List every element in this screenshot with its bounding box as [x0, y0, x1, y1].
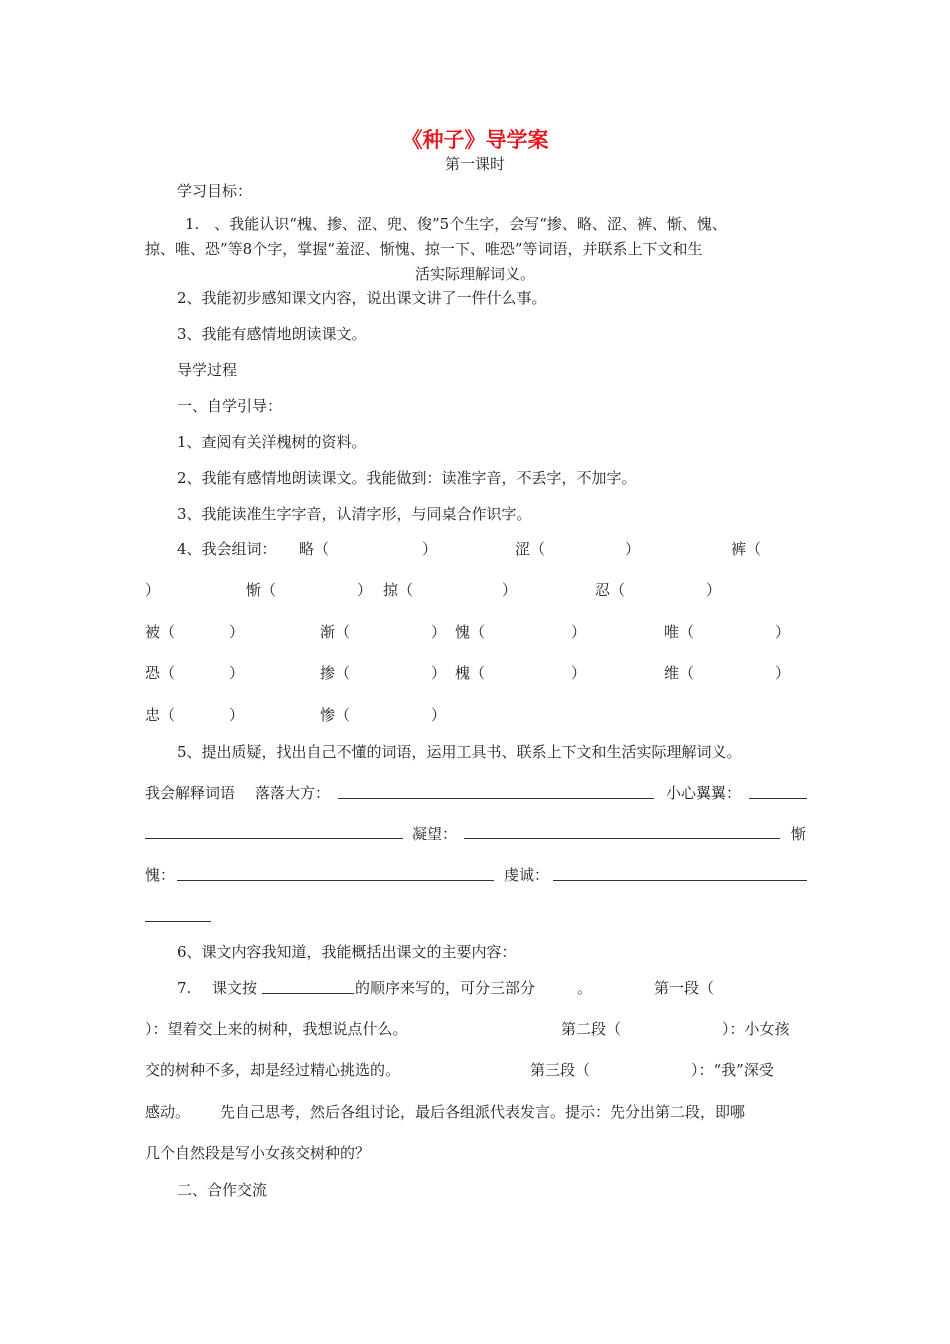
word-ren: 忍（: [595, 581, 626, 599]
section-2-heading: 二、合作交流: [177, 1181, 268, 1199]
answer-blank-5[interactable]: [553, 864, 807, 881]
word-ku: 裤（: [731, 540, 762, 558]
word-close: ）: [775, 664, 791, 682]
objective-3: 3、我能有感情地朗读课文。: [177, 325, 367, 343]
word-can: 惭（: [246, 581, 277, 599]
word-bei: 被（: [145, 623, 176, 641]
word-close: ）: [229, 664, 245, 682]
word-close: ）: [706, 581, 722, 599]
paragraph-2-label: 第二段（: [561, 1020, 622, 1038]
answer-blank-1[interactable]: [338, 782, 654, 799]
word-close: ）: [775, 623, 791, 641]
term-5: 虔诚：: [504, 866, 550, 884]
word-close: ）: [571, 664, 587, 682]
word-kong: 恐（: [145, 664, 176, 682]
objectives-heading: 学习目标：: [177, 182, 253, 200]
paragraph-3-label: 第三段（: [530, 1061, 591, 1079]
page-subtitle: 第一课时: [444, 155, 505, 173]
word-close: ）: [502, 581, 518, 599]
paragraph-1-text: ）：望着交上来的树种，我想说点什么。: [145, 1020, 408, 1038]
item-6: 6、课文内容我知道，我能概括出课文的主要内容：: [177, 943, 517, 961]
term-4-part-b: 愧：: [145, 866, 176, 884]
item-7-text-b: 的顺序来写的，可分三部分: [355, 979, 536, 997]
objective-1-line-1: 1. 、我能认识“槐、掺、涩、兜、俊”5个生字，会写“掺、略、涩、裤、惭、愧、: [185, 215, 727, 233]
paragraph-2-text: ）：小女孩: [722, 1020, 790, 1038]
item-4-label: 4、我会组词：: [177, 540, 277, 558]
answer-blank-5-cont[interactable]: [145, 905, 211, 922]
section-1-heading: 一、自学引导：: [177, 397, 283, 415]
word-wei: 唯（: [664, 623, 695, 641]
explain-label: 我会解释词语: [145, 784, 236, 802]
word-zhong: 忠（: [145, 706, 176, 724]
word-lve2: 掠（: [383, 581, 414, 599]
term-2: 小心翼翼：: [666, 784, 742, 802]
word-close: ）: [431, 706, 447, 724]
process-heading: 导学过程: [177, 361, 238, 379]
item-1: 1、查阅有关洋槐树的资料。: [177, 433, 367, 451]
word-jian: 渐（: [320, 623, 351, 641]
order-blank[interactable]: [262, 977, 354, 994]
word-wei2: 维（: [664, 664, 695, 682]
word-close: ）: [229, 706, 245, 724]
word-close: ）: [625, 540, 641, 558]
word-close: ）: [431, 623, 447, 641]
word-can2: 惨（: [320, 706, 351, 724]
answer-blank-2[interactable]: [749, 782, 807, 799]
word-close: ）: [431, 664, 447, 682]
answer-blank-4[interactable]: [177, 864, 494, 881]
word-close: ）: [422, 540, 438, 558]
paragraph-3-continued: 感动。: [145, 1103, 191, 1121]
item-3: 3、我能读准生字字音，认清字形，与同桌合作识字。: [177, 505, 532, 523]
paragraph-2-continued: 交的树种不多，却是经过精心挑选的。: [145, 1061, 401, 1079]
page-title: 《种子》导学案: [401, 128, 549, 152]
word-kui: 愧（: [455, 623, 486, 641]
paragraph-3-text: ）：“我”深受: [691, 1061, 774, 1079]
paragraph-1-label: 第一段（: [654, 979, 715, 997]
answer-blank-2-cont[interactable]: [145, 822, 403, 839]
hint-continued: 几个自然段是写小女孩交树种的？: [145, 1144, 371, 1162]
term-4-part-a: 惭: [791, 825, 807, 843]
word-se: 涩（: [515, 540, 546, 558]
word-chan: 掺（: [320, 664, 351, 682]
objective-1-line-3: 活实际理解词义。: [414, 265, 535, 283]
word-close: ）: [229, 623, 245, 641]
word-close: ）: [571, 623, 587, 641]
hint-text: 先自己思考，然后各组讨论，最后各组派代表发言。提示：先分出第二段，即哪: [220, 1103, 746, 1121]
item-5: 5、提出质疑，找出自己不懂的词语，运用工具书、联系上下文和生活实际理解词义。: [177, 743, 742, 761]
term-1: 落落大方：: [255, 784, 331, 802]
word-close: ）: [145, 581, 161, 599]
answer-blank-3[interactable]: [464, 822, 780, 839]
word-lue: 略（: [299, 540, 330, 558]
item-2: 2、我能有感情地朗读课文。我能做到：读准字音，不丢字，不加字。: [177, 469, 637, 487]
objective-1-line-2: 掠、唯、恐”等8个字，掌握“羞涩、惭愧、掠一下、唯恐”等词语，并联系上下文和生: [145, 240, 703, 258]
objective-2: 2、我能初步感知课文内容，说出课文讲了一件什么事。: [177, 289, 547, 307]
item-7-text-c: 。: [577, 979, 593, 997]
term-3: 凝望：: [412, 825, 458, 843]
item-7-text-a: 课文按: [212, 979, 258, 997]
item-7-number: 7.: [177, 979, 192, 997]
word-huai: 槐（: [455, 664, 486, 682]
word-close: ）: [357, 581, 373, 599]
